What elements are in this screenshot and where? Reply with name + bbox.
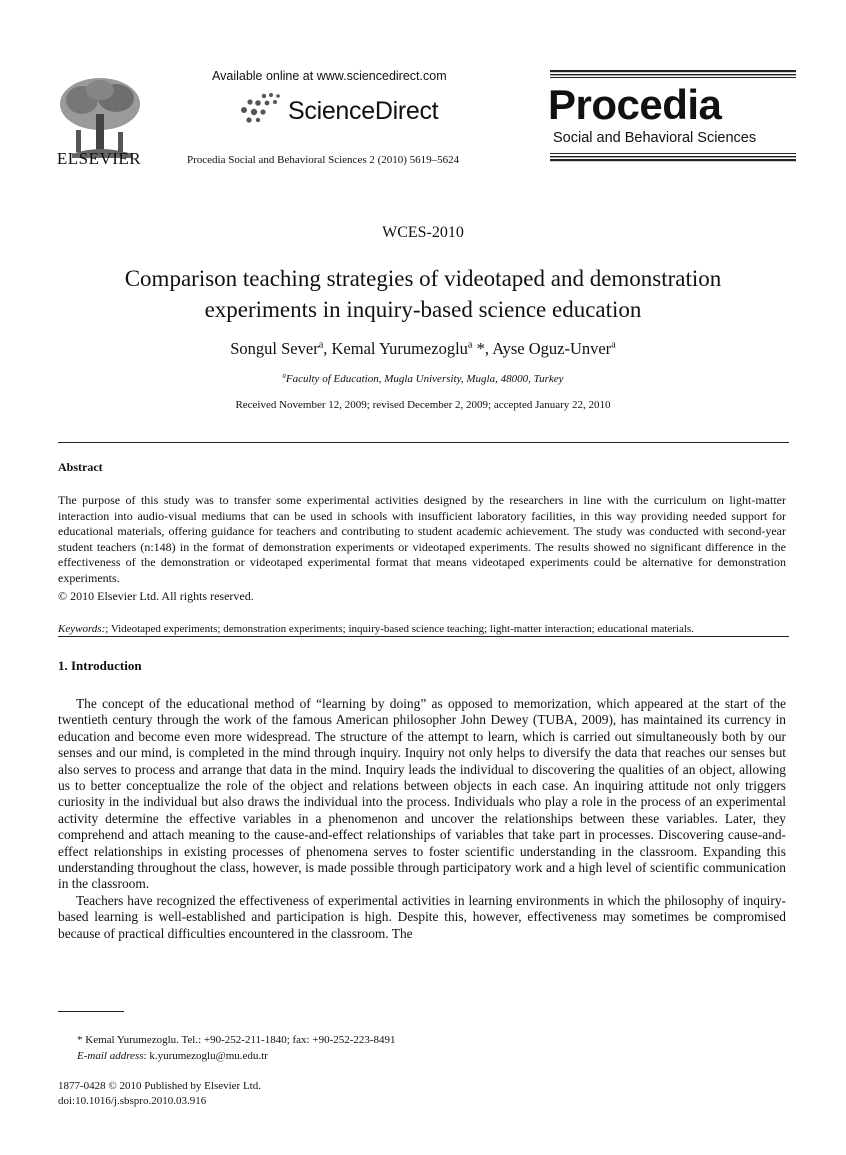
author-affil-mark: a (318, 339, 324, 351)
divider (58, 636, 789, 637)
email-address[interactable]: : k.yurumezoglu@mu.edu.tr (143, 1050, 268, 1062)
conference-name: WCES-2010 (382, 224, 464, 241)
email-label: E-mail address (77, 1050, 144, 1062)
received-dates: Received November 12, 2009; revised December 2, 2009; accepted January 22, 2010 (235, 399, 611, 411)
keywords (58, 623, 694, 635)
corresponding-author-footnote: * Kemal Yurumezoglu. Tel.: +90-252-211-1840; fax: +90-252-223-8491 (77, 1034, 396, 1046)
paper-title (40, 263, 806, 325)
paragraph: The concept of the educational method of “learning by doing” as opposed to memorization, which appeared at the start of the twentieth century through the work of the famous American philosopher John Dewey (TUBA, 2009), has maintained its currency in education and become even more widespread. The structure of the attempt to learn, which is carried out simultaneously both by our senses and our mind, is completed in the mind through inquiry. Inquiry not only helps to diversify the data that reaches our senses but also serves to process and arrange that data in the mind. Inquiry leads the individual to discovering the qualities of an object, allowing us to better conceptualize the role of the object and relations between objects in each case. An inquiring attitude not only triggers curiosity in the individual but also draws the individual into the process. Individuals who play a role in the process of an experimental activity determine the effective variables in a phenomenon and uncover the relationships between these variables. Later, they comprehend and attach meaning to the cause-and-effect relationships of variables that take part in processes. Discovering cause-and-effect relationships in existing processes of phenomena serves to foster scientific understanding in the classroom. Expanding this understanding throughout the class, however, is made possible through participatory work and a high level of scientific communication in the classroom. (58, 696, 786, 892)
author-name: Songul Sever (230, 339, 319, 358)
procedia-wordmark: Procedia (548, 81, 722, 128)
email-footnote (77, 1050, 268, 1062)
author-name: Ayse Oguz-Unver (492, 339, 612, 358)
procedia-bottom-rules (550, 153, 796, 162)
available-online-link[interactable]: Available online at www.sciencedirect.com (212, 69, 447, 83)
issn-line: 1877-0428 © 2010 Published by Elsevier Ltd. (58, 1080, 261, 1092)
procedia-subtitle: Social and Behavioral Sciences (553, 130, 757, 146)
keywords-text: ; Videotaped experiments; demonstration experiments; inquiry-based science teaching; light-matter interaction; educational materials. (105, 623, 694, 635)
author-affil-mark: a (467, 339, 473, 351)
sciencedirect-wordmark: ScienceDirect (288, 97, 439, 125)
affil-mark: a (282, 372, 286, 380)
section-heading: 1. Introduction (58, 658, 142, 673)
paragraph: Teachers have recognized the effectiveness of experimental activities in learning environments in which the philosophy of inquiry-based learning is well-established and participation is high. Despite this, however, effectiveness may sometimes be compromised because of practical difficulties encountered in the classroom. The (58, 892, 786, 941)
copyright-notice: © 2010 Elsevier Ltd. All rights reserved. (58, 589, 254, 603)
corresponding-mark: * (472, 339, 485, 358)
abstract-text: The purpose of this study was to transfer some experimental activities designed by the researchers in line with the curriculum on light-matter interaction into audio-visual mediums that can be used in schools with insufficient laboratory facilities, in this way providing needed support for educational materials, offering guidance for teachers and contributing to student academic achievement. The study was conducted with second-year student teachers (n:148) in the format of demonstration experiments or videotaped experiments. The results showed no significant difference in the effectiveness of the demonstration or videotaped experimental format that means videotaped experiments could be alternative for demonstration experiments. (58, 493, 786, 585)
author-affil-mark: a (611, 339, 616, 351)
introduction-body (58, 696, 786, 942)
abstract-heading: Abstract (58, 460, 103, 474)
sciencedirect-dots-icon (236, 90, 286, 126)
affil-text: Faculty of Education, Mugla University, Mugla, 48000, Turkey (285, 373, 564, 385)
divider (58, 442, 789, 443)
journal-citation: Procedia Social and Behavioral Sciences 2 (2010) 5619–5624 (187, 154, 460, 166)
title-line-2: experiments in inquiry-based science education (204, 297, 642, 322)
author-list: Songul Sever$^a$, Kemal Yurumezoglu$^a$ *, Ayse Oguz-Unver$^a$ (230, 339, 616, 358)
keywords-label: Keywords: (58, 623, 106, 635)
footnote-divider (58, 1011, 124, 1012)
author-name: Kemal Yurumezoglu (331, 339, 468, 358)
elsevier-wordmark: ELSEVIER (56, 149, 142, 168)
doi-link[interactable]: doi:10.1016/j.sbspro.2010.03.916 (58, 1095, 207, 1107)
title-line-1: Comparison teaching strategies of videotaped and demonstration (124, 266, 722, 291)
procedia-top-rules (550, 70, 796, 79)
affiliation (0, 373, 846, 385)
